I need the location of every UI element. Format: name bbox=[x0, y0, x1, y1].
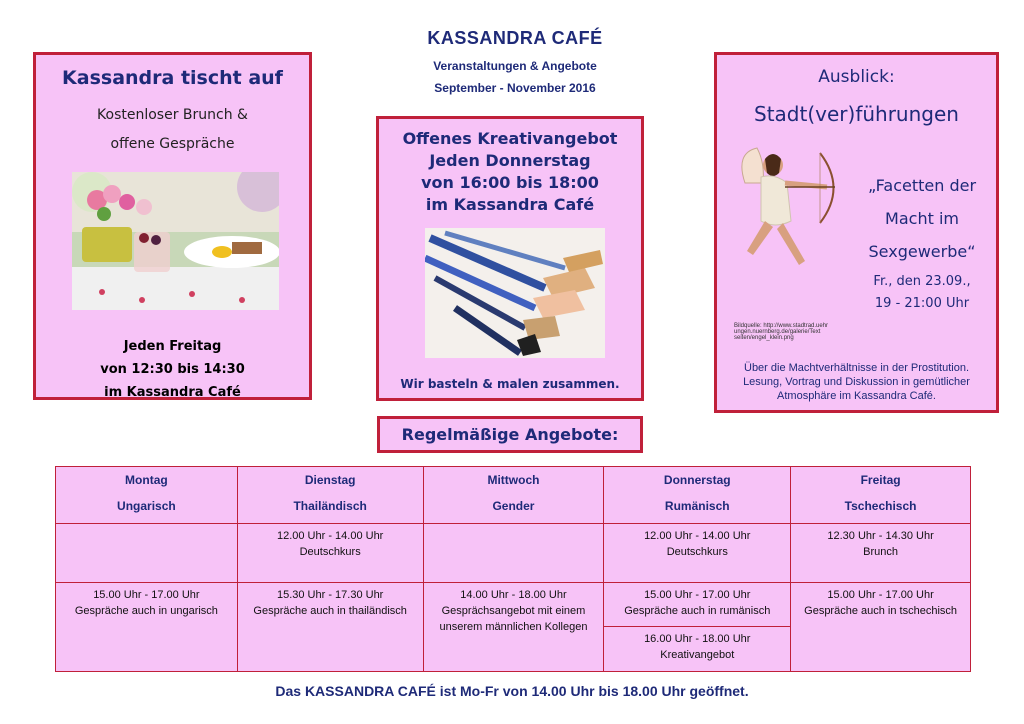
creative-heading bbox=[379, 128, 641, 216]
cell-text: Gespräche auch in rumänisch bbox=[624, 605, 771, 617]
cell-time: 15.00 Uhr - 17.00 Uhr bbox=[644, 589, 751, 601]
table-cell bbox=[791, 583, 971, 672]
event-description: Über die Machtverhältnisse in der Prostitution. Lesung, Vortrag und Diskussion in gemütlicher Atmosphäre im Kassandra Café. bbox=[743, 362, 970, 402]
outlook-title: Stadt(ver)führungen bbox=[754, 102, 959, 126]
table-cell-empty bbox=[423, 524, 604, 583]
language-label: Thailändisch bbox=[293, 499, 367, 513]
table-cell bbox=[604, 524, 791, 583]
column-dienstag bbox=[237, 467, 423, 524]
day-label: Freitag bbox=[860, 473, 901, 487]
cell-text: Deutschkurs bbox=[299, 546, 361, 558]
event-title bbox=[847, 169, 997, 268]
table-row bbox=[56, 524, 971, 583]
day-label: Donnerstag bbox=[663, 473, 731, 487]
outlook-label: Ausblick: bbox=[818, 67, 895, 87]
page-period: September - November 2016 bbox=[434, 81, 596, 95]
cell-text: Gesprächsangebot mit einem unserem männlichen Kollegen bbox=[439, 605, 588, 633]
outlook-box bbox=[714, 52, 999, 413]
table-cell bbox=[237, 583, 423, 672]
table-cell bbox=[423, 583, 604, 672]
column-mittwoch bbox=[423, 467, 604, 524]
table-cell bbox=[56, 583, 238, 672]
event-date bbox=[847, 271, 997, 315]
table-cell bbox=[604, 583, 791, 627]
paint-brushes-photo bbox=[425, 228, 605, 358]
table-cell bbox=[604, 627, 791, 672]
day-label: Dienstag bbox=[304, 473, 356, 487]
cell-time: 15.00 Uhr - 17.00 Uhr bbox=[827, 589, 934, 601]
cell-text: Kreativangebot bbox=[660, 649, 735, 661]
creative-day: Jeden Donnerstag bbox=[429, 151, 591, 170]
brunch-day: Jeden Freitag bbox=[123, 339, 222, 354]
cell-time: 12.30 Uhr - 14.30 Uhr bbox=[827, 530, 934, 542]
table-cell bbox=[791, 524, 971, 583]
page-subtitle: Veranstaltungen & Angebote bbox=[433, 59, 597, 73]
image-credit: Bildquelle: http://www.stadtrad.uehr ungen.nuernberg.de/galerie/Text seiten/engel_klein.png bbox=[734, 323, 829, 341]
column-freitag bbox=[791, 467, 971, 524]
event-title-line-1: „Facetten der bbox=[867, 176, 977, 195]
creative-box bbox=[376, 116, 644, 401]
page-title: KASSANDRA CAFÉ bbox=[427, 28, 603, 48]
cell-text: Gespräche auch in ungarisch bbox=[74, 605, 218, 617]
creative-title: Offenes Kreativangebot bbox=[402, 129, 618, 148]
brunch-photo bbox=[72, 172, 279, 310]
language-label: Rumänisch bbox=[664, 499, 730, 513]
cell-time: 15.30 Uhr - 17.30 Uhr bbox=[276, 589, 384, 601]
cupid-illustration bbox=[735, 143, 847, 293]
creative-time: von 16:00 bis 18:00 bbox=[421, 173, 599, 192]
cell-text: Gespräche auch in thailändisch bbox=[253, 605, 407, 617]
brunch-line-2: offene Gespräche bbox=[110, 136, 235, 152]
language-label: Tschechisch bbox=[844, 499, 917, 513]
cell-time: 16.00 Uhr - 18.00 Uhr bbox=[644, 633, 751, 645]
table-cell bbox=[237, 524, 423, 583]
brunch-schedule bbox=[36, 335, 309, 404]
event-date-line-1: Fr., den 23.09., bbox=[873, 274, 971, 289]
event-title-line-2: Macht im bbox=[885, 209, 959, 228]
page-header bbox=[375, 28, 655, 95]
table-header-row bbox=[56, 467, 971, 524]
column-donnerstag bbox=[604, 467, 791, 524]
opening-hours: Das KASSANDRA CAFÉ ist Mo-Fr von 14.00 Uhr bis 18.00 Uhr geöffnet. bbox=[275, 683, 749, 699]
cell-time: 12.00 Uhr - 14.00 Uhr bbox=[276, 530, 384, 542]
day-label: Mittwoch bbox=[487, 473, 540, 487]
weekly-schedule-table bbox=[55, 466, 971, 672]
brunch-box bbox=[33, 52, 312, 400]
cell-text: Gespräche auch in tschechisch bbox=[804, 605, 958, 617]
cell-text: Deutschkurs bbox=[666, 546, 728, 558]
table-cell-empty bbox=[56, 524, 238, 583]
regular-offers-heading: Regelmäßige Angebote: bbox=[377, 416, 643, 453]
cell-time: 15.00 Uhr - 17.00 Uhr bbox=[93, 589, 200, 601]
table-row bbox=[56, 583, 971, 627]
brunch-description bbox=[36, 101, 309, 159]
creative-footer: Wir basteln & malen zusammen. bbox=[400, 377, 620, 391]
day-label: Montag bbox=[125, 473, 168, 487]
column-montag bbox=[56, 467, 238, 524]
cell-text: Brunch bbox=[863, 546, 898, 558]
event-date-line-2: 19 - 21:00 Uhr bbox=[874, 296, 970, 311]
cell-time: 12.00 Uhr - 14.00 Uhr bbox=[644, 530, 751, 542]
event-title-line-3: Sexgewerbe“ bbox=[868, 242, 976, 261]
creative-place: im Kassandra Café bbox=[425, 195, 595, 214]
brunch-line-1: Kostenloser Brunch & bbox=[97, 107, 248, 123]
language-label: Ungarisch bbox=[117, 499, 176, 513]
cell-time: 14.00 Uhr - 18.00 Uhr bbox=[460, 589, 567, 601]
brunch-heading: Kassandra tischt auf bbox=[62, 67, 283, 89]
brunch-time: von 12:30 bis 14:30 bbox=[100, 362, 245, 377]
brunch-place: im Kassandra Café bbox=[104, 385, 241, 400]
language-label: Gender bbox=[492, 499, 535, 513]
